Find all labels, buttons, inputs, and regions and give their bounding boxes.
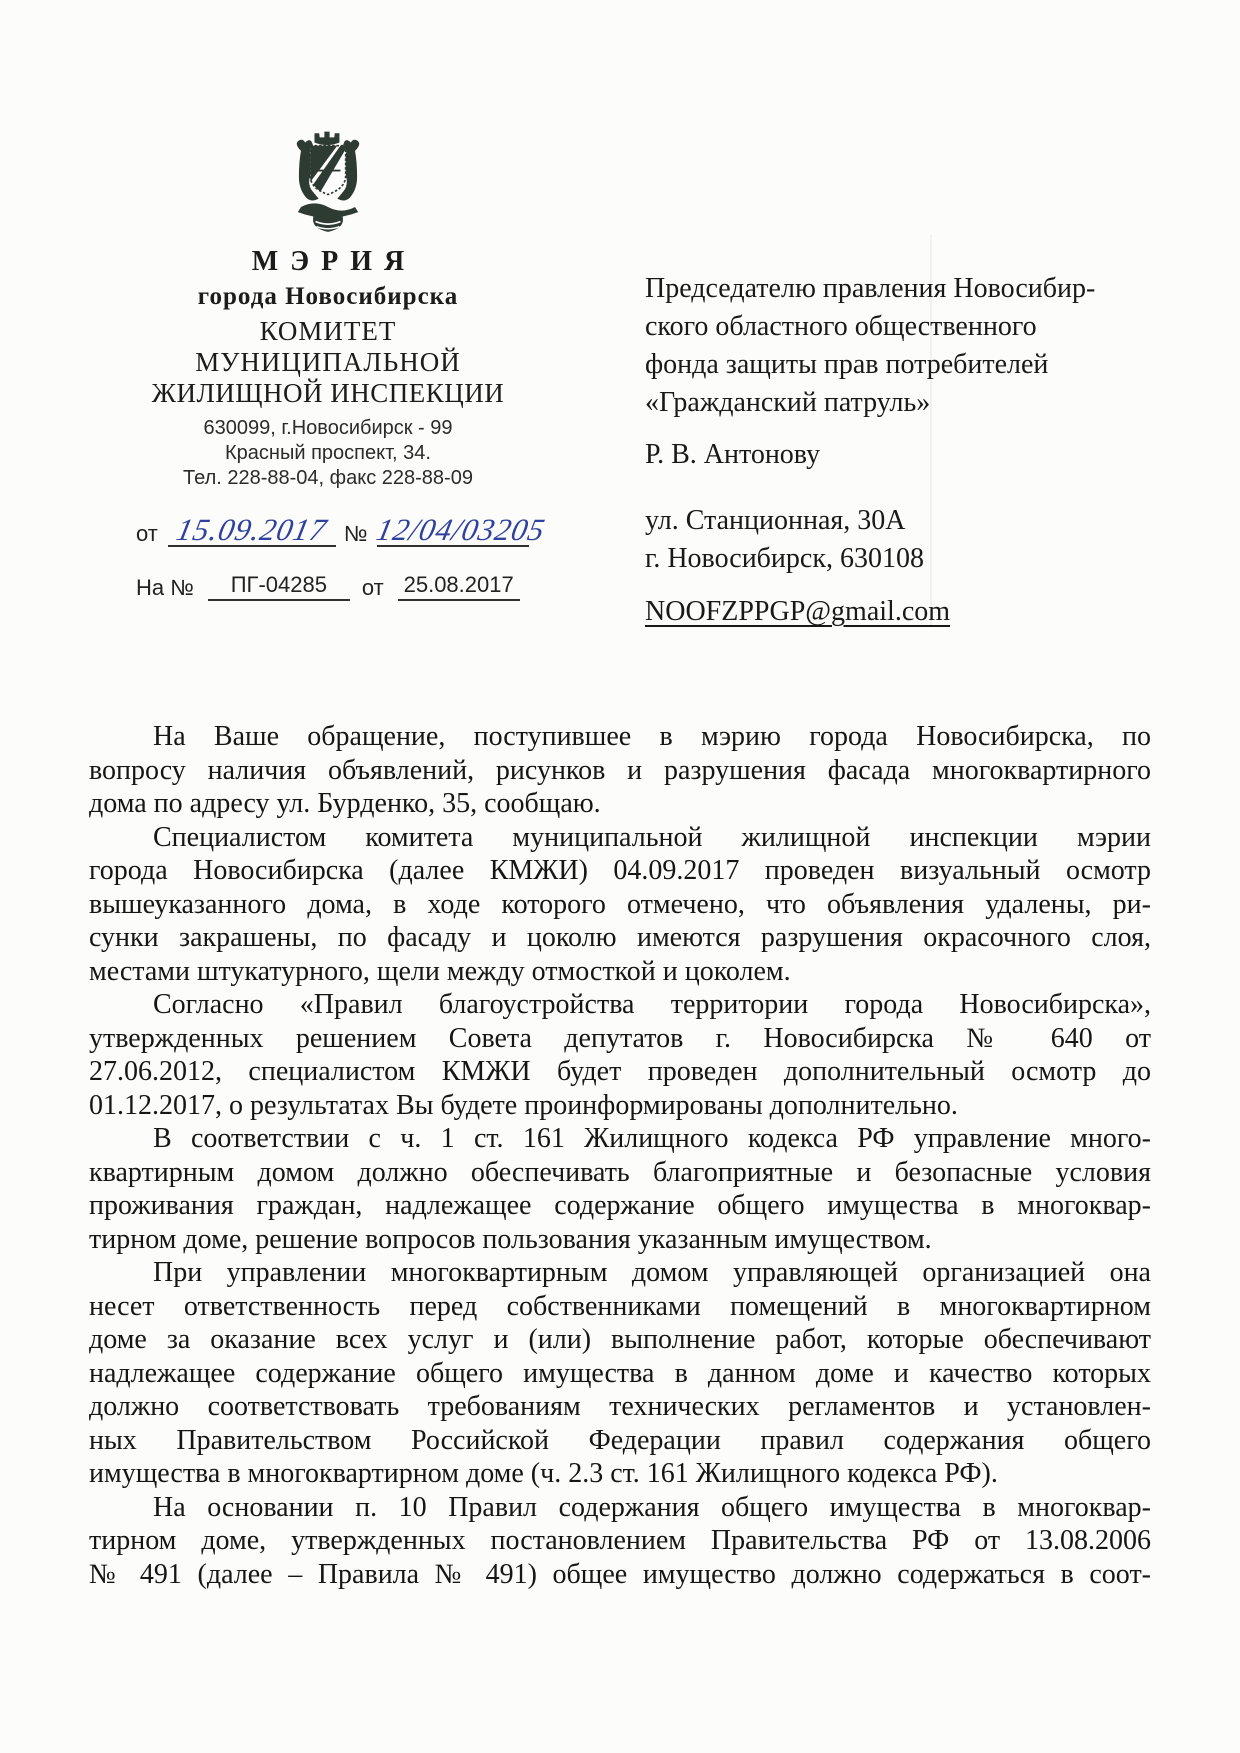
incoming-from-label: от (361, 575, 384, 600)
org-title-committee: КОМИТЕТ (259, 316, 397, 346)
body-text-line: надлежащее содержание общего имущества в данном доме и качество которых (89, 1357, 1151, 1389)
body-text-line: 01.12.2017, о результатах Вы будете проинформированы дополнительно. (89, 1089, 958, 1121)
letterhead-street-line: Красный проспект, 34. (225, 442, 431, 464)
body-text-line: В соответствии с ч. 1 ст. 161 Жилищного кодекса РФ управление много- (153, 1123, 1151, 1154)
addressee-org-line: ского областного общественного (645, 311, 1037, 342)
incoming-number-field: ПГ-04285 (208, 572, 350, 601)
addressee-org-line: Председателю правления Новосибир- (645, 273, 1096, 304)
handwritten-outgoing-number: 12/04/03205 (373, 512, 549, 547)
incoming-label: На № (136, 575, 194, 600)
addressee-block (645, 270, 1105, 631)
body-text-line: Согласно «Правил благоустройства территории города Новосибирска», (153, 989, 1151, 1020)
org-title-city: города Новосибирска (197, 283, 459, 310)
body-text-line: квартирным домом должно обеспечивать благоприятные и безопасные условия (89, 1156, 1151, 1188)
addressee-street: ул. Станционная, 30А (645, 505, 906, 536)
novosibirsk-coat-of-arms-icon (276, 128, 380, 234)
body-text-line: проживания граждан, надлежащее содержание общего имущества в многоквар- (89, 1190, 1151, 1221)
body-text-line: вопросу наличия объявлений, рисунков и разрушения фасада многоквартирного (89, 754, 1151, 786)
letterhead-postal-line: 630099, г.Новосибирск - 99 (203, 417, 453, 439)
body-text-line: дома по адресу ул. Бурденко, 35, сообщаю. (89, 788, 601, 819)
body-text-line: Специалистом комитета муниципальной жилищной инспекции мэрии (153, 821, 1151, 853)
body-text-line: вышеуказанного дома, в ходе которого отмечено, что объявления удалены, ри- (89, 888, 1151, 920)
outgoing-number-field (373, 509, 549, 547)
body-text-line: На Ваше обращение, поступившее в мэрию города Новосибирска, по (153, 721, 1151, 752)
addressee-org-line: фонда защиты прав потребителей (645, 349, 1049, 380)
body-text-line: имущества в многоквартирном доме (ч. 2.3 ст. 161 Жилищного кодекса РФ). (89, 1458, 998, 1489)
handwritten-outgoing-date: 15.09.2017 (173, 512, 331, 547)
body-text-line: тирном доме, решение вопросов пользования указанным имуществом. (89, 1223, 932, 1255)
body-text-line: При управлении многоквартирным домом управляющей организацией она (153, 1257, 1151, 1288)
body-text-line: утвержденных решением Совета депутатов г. Новосибирска № 640 от (89, 1022, 1151, 1054)
body-text-line: тирном доме, утвержденных постановлением Правительства РФ от 13.08.2006 (89, 1525, 1151, 1556)
letterhead (128, 128, 528, 491)
outgoing-date-field (168, 509, 336, 547)
addressee-email: NOOFZPPGP@gmail.com (645, 596, 951, 627)
registration-block (136, 505, 596, 601)
body-text-line: несет ответственность перед собственниками помещений в многоквартирном (89, 1290, 1151, 1322)
addressee-org-line: «Гражданский патруль» (645, 387, 931, 418)
body-text-line: доме за оказание всех услуг и (или) выполнение работ, которые обеспечивают (89, 1324, 1151, 1355)
body-text-line: местами штукатурного, щели между отмосткой и цоколем. (89, 955, 791, 987)
outgoing-from-label: от (136, 521, 158, 546)
incoming-ref-row (136, 559, 596, 601)
addressee-name: Р. В. Антонову (645, 439, 821, 470)
body-text-line: сунки закрашены, по фасаду и цоколю имеются разрушения окрасочного слоя, (89, 922, 1151, 953)
body-text-line: № 491 (далее – Правила № 491) общее имущество должно содержаться в соот- (89, 1558, 1151, 1590)
incoming-date-field: 25.08.2017 (398, 572, 520, 601)
letterhead-phone-line: Тел. 228-88-04, факс 228-88-09 (183, 467, 473, 489)
outgoing-number-sign: № (343, 521, 368, 546)
body-text-line: 27.06.2012, специалистом КМЖИ будет проведен дополнительный осмотр до (89, 1056, 1151, 1087)
org-title-housing-inspection: ЖИЛИЩНОЙ ИНСПЕКЦИИ (151, 378, 505, 408)
body-text-line: На основании п. 10 Правил содержания общего имущества в многоквар- (153, 1491, 1151, 1523)
letter-body (89, 720, 1151, 1591)
addressee-city: г. Новосибирск, 630108 (645, 543, 924, 574)
body-text-line: ных Правительством Российской Федерации правил содержания общего (89, 1424, 1151, 1456)
body-text-line: должно соответствовать требованиям технических регламентов и установлен- (89, 1391, 1151, 1422)
org-title-mayoralty: МЭРИЯ (251, 246, 417, 277)
outgoing-ref-row (136, 505, 596, 547)
body-text-line: города Новосибирска (далее КМЖИ) 04.09.2017 проведен визуальный осмотр (89, 855, 1151, 886)
org-title-municipal: МУНИЦИПАЛЬНОЙ (195, 347, 461, 377)
